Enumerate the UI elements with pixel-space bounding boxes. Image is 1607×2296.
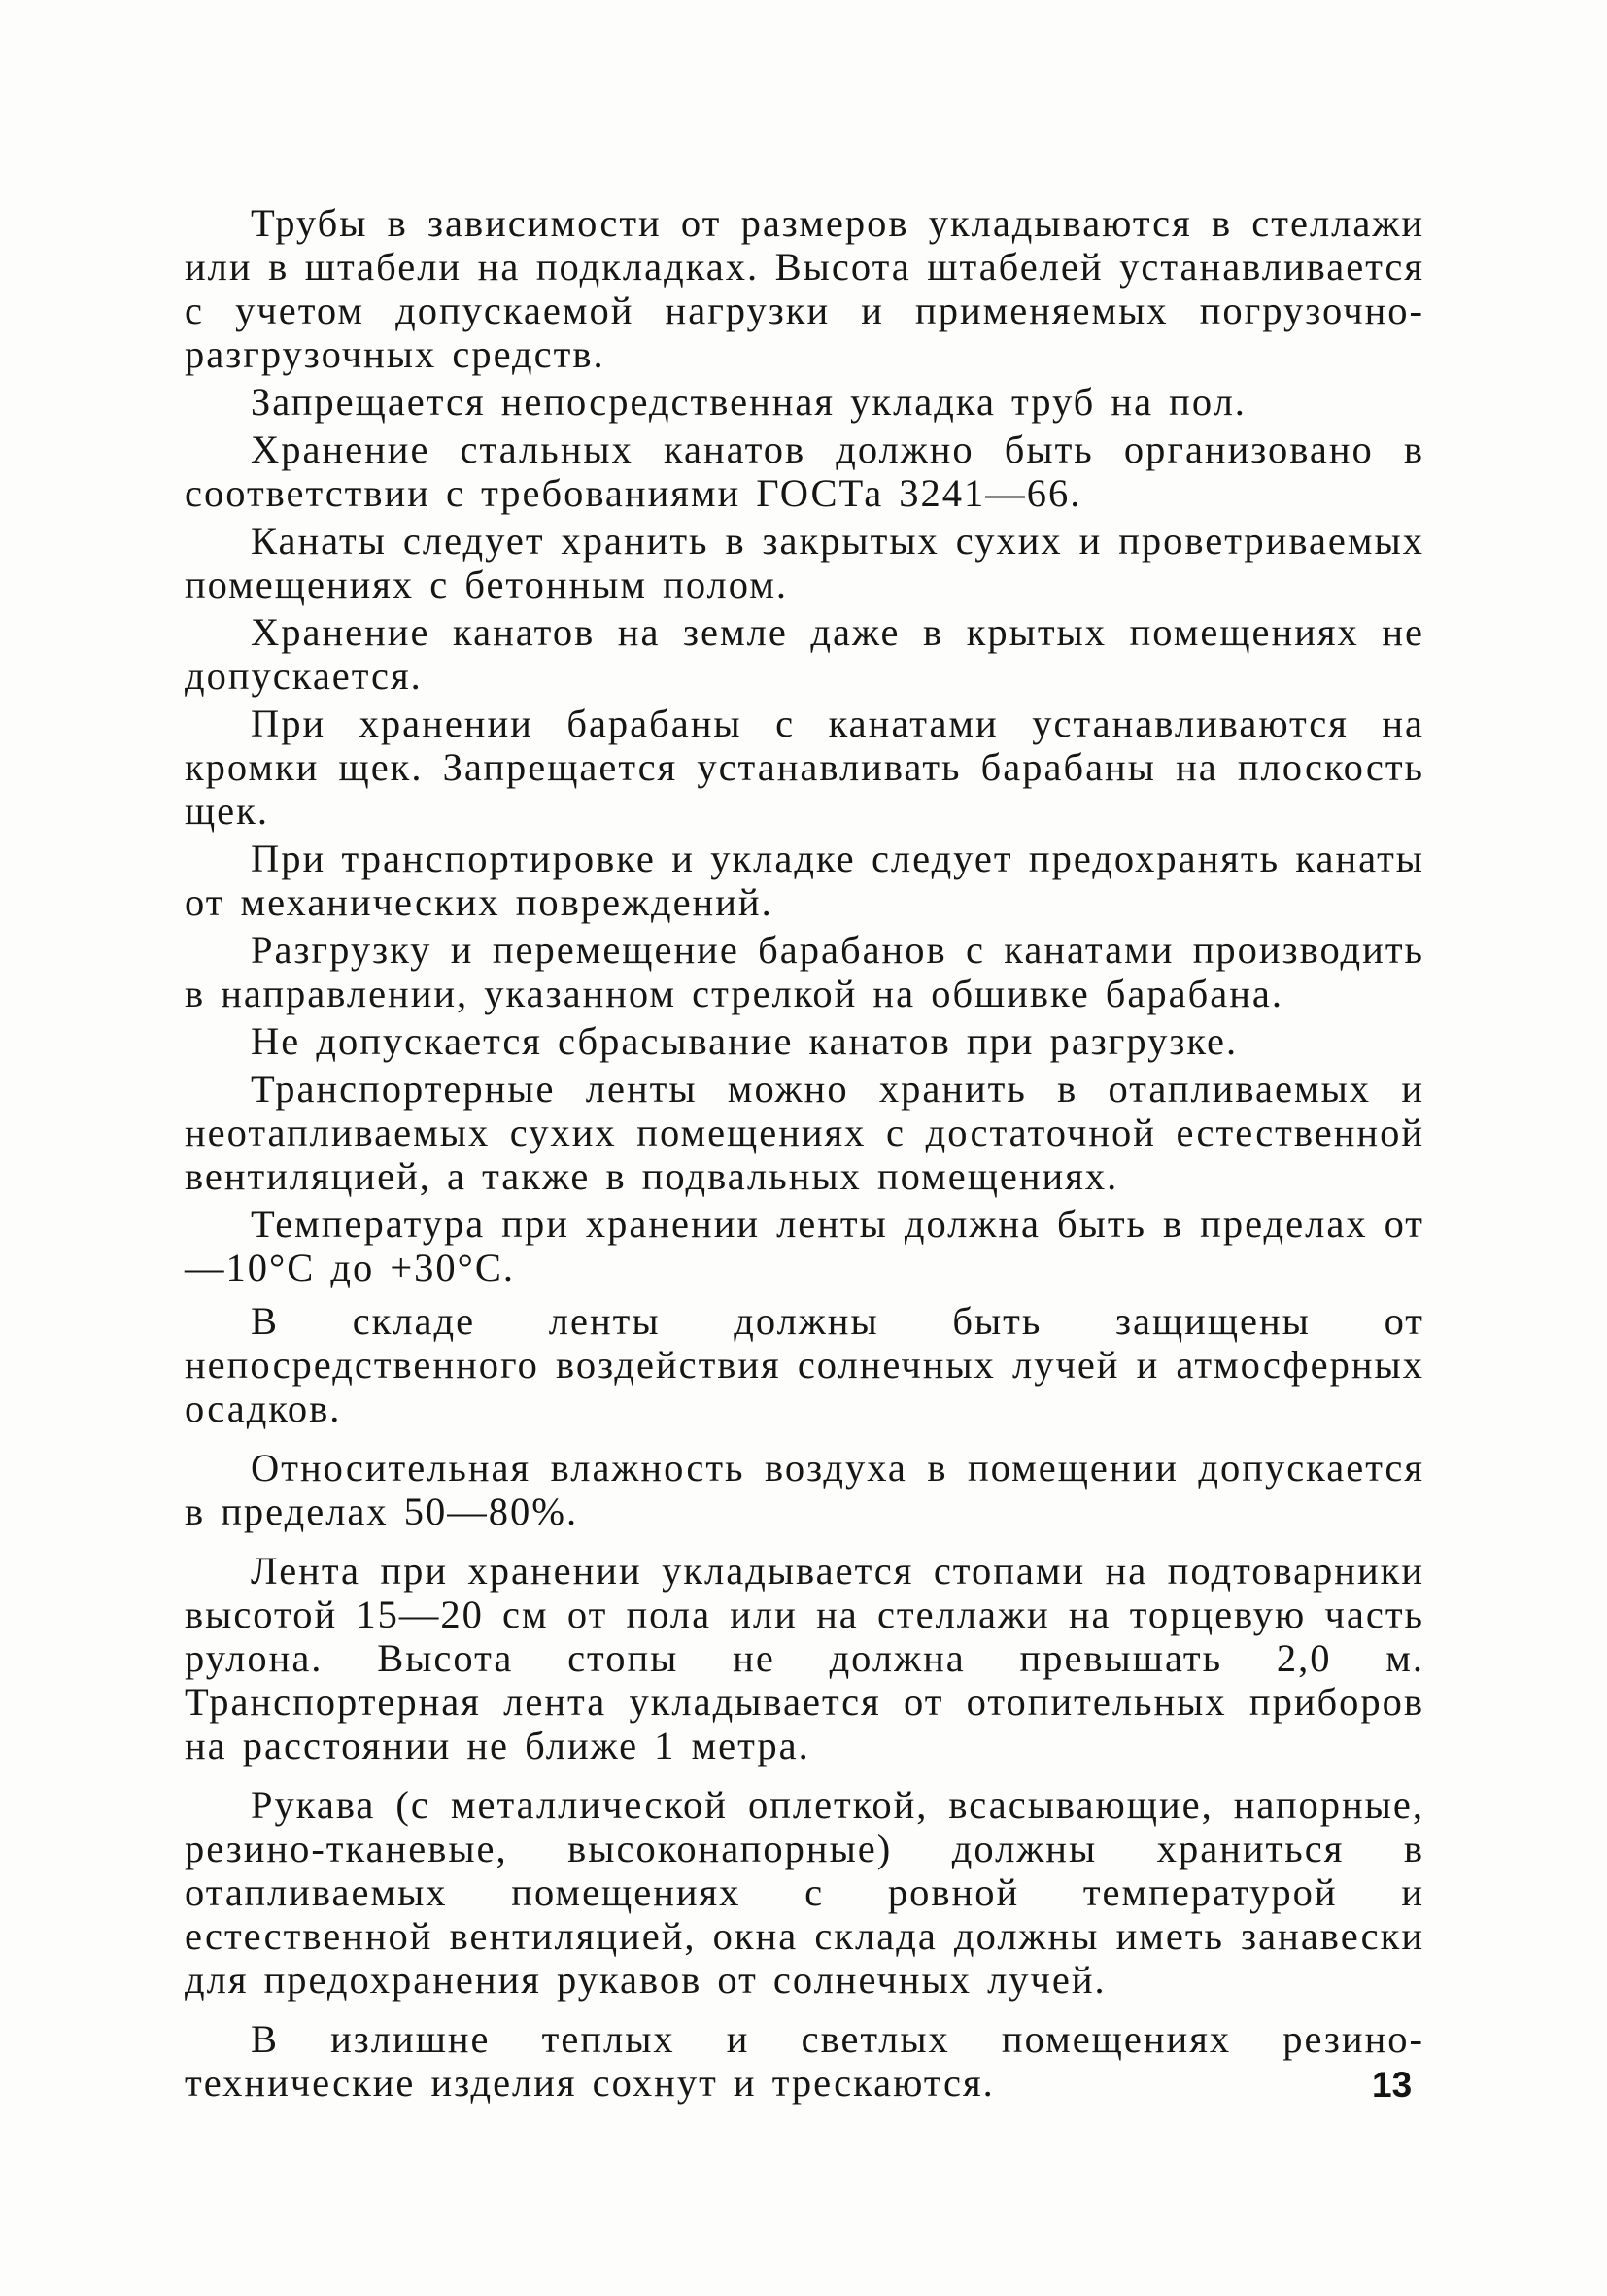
paragraph-ropes-ground: Хранение канатов на земле даже в крытых помещениях не допускается.	[185, 610, 1424, 698]
body-text	[185, 201, 1424, 2105]
paragraph-humidity: Относительная влажность воздуха в помещении допускается в пределах 50—80%.	[185, 1446, 1424, 1533]
page-number: 13	[1372, 2065, 1413, 2105]
paragraph-conveyor-belts: Транспортерные ленты можно хранить в отапливаемых и неотапливаемых сухих помещениях с достаточной естественной вентиляцией, а также в подвальных помещениях.	[185, 1067, 1424, 1198]
paragraph-transport-protection: При транспортировке и укладке следует предохранять канаты от механических повреждений.	[185, 837, 1424, 924]
paragraph-sun-protection: В складе ленты должны быть защищены от непосредственного воздействия солнечных лучей и атмосферных осадков.	[185, 1299, 1424, 1430]
paragraph-steel-ropes: Хранение стальных канатов должно быть организовано в соответствии с требованиями ГОСТа 3241—66.	[185, 428, 1424, 515]
paragraph-no-dropping: Не допускается сбрасывание канатов при разгрузке.	[251, 1019, 1239, 1063]
paragraph-temperature: Температура при хранении ленты должна быть в пределах от —10°C до +30°C.	[185, 1202, 1424, 1289]
paragraph-ropes-rooms: Канаты следует хранить в закрытых сухих и проветриваемых помещениях с бетонным полом.	[185, 519, 1424, 606]
paragraph-floor-ban: Запрещается непосредственная укладка труб на пол.	[251, 380, 1247, 424]
paragraph-drums-placement: При хранении барабаны с канатами устанавливаются на кромки щек. Запрещается устанавливать барабаны на плоскость щек.	[185, 702, 1424, 833]
paragraph-pipes-storage: Трубы в зависимости от размеров укладываются в стеллажи или в штабели на подкладках. Высота штабелей устанавливается с учетом допускаемой нагрузки и применяемых погрузочно-разгрузочных средств.	[185, 201, 1424, 376]
paragraph-unloading-direction: Разгрузку и перемещение барабанов с канатами производить в направлении, указанном стрелкой на обшивке барабана.	[185, 928, 1424, 1015]
paragraph-rubber-goods: В излишне теплых и светлых помещениях резино-технические изделия сохнут и трескаются.	[185, 2017, 1424, 2105]
paragraph-hoses: Рукава (с металлической оплеткой, всасывающие, напорные, резино-тканевые, высоконапорные) должны храниться в отапливаемых помещениях с ровной температурой и естественной вентиляцией, окна склада должны иметь занавески для предохранения рукавов от солнечных лучей.	[185, 1783, 1424, 2002]
paragraph-belt-stacks: Лента при хранении укладывается стопами на подтоварники высотой 15—20 см от пола или на стеллажи на торцевую часть рулона. Высота стопы не должна превышать 2,0 м. Транспортерная лента укладывается от отопительных приборов на расстоянии не ближе 1 метра.	[185, 1549, 1424, 1767]
